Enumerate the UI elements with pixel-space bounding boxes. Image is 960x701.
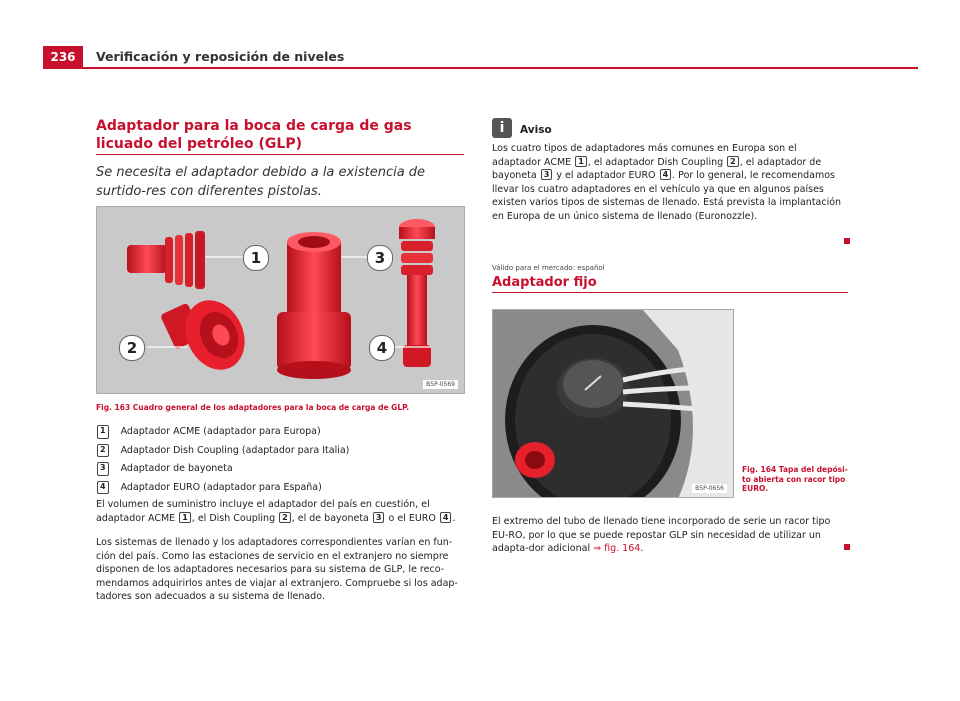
callout-2: 2 (119, 335, 145, 361)
ref-2: 2 (727, 156, 739, 167)
adapter-bayoneta (277, 232, 351, 379)
figure-link[interactable]: ⇒ fig. 164 (593, 543, 641, 554)
adapter-list (96, 425, 466, 499)
item-text: Adaptador ACME (adaptador para Europa) (120, 426, 321, 437)
paragraph-euro: El extremo del tubo de llenado tiene incorporado de serie un racor tipo EU-RO, por lo que se puede repostar GLP sin necesidad de utilizar un adapta-dor adicional ⇒ fig. 164. (492, 516, 831, 554)
list-item (96, 444, 466, 458)
ref-3: 3 (541, 169, 553, 180)
item-text: Adaptador EURO (adaptador para España) (120, 481, 322, 493)
figure-caption: Fig. 164 Tapa del depósi-to abierta con racor tipo EURO. (742, 465, 848, 493)
ref-4: 4 (660, 169, 672, 180)
list-item (96, 481, 466, 495)
ref-4: 4 (440, 512, 452, 523)
adapter-dish (160, 291, 256, 380)
section-intro: Se necesita el adaptador debido a la existencia de surtido-res con diferentes pistolas. (96, 165, 426, 199)
section-divider (96, 154, 464, 155)
list-item (96, 425, 466, 439)
paragraph-systems: Los sistemas de llenado y los adaptadores correspondientes varían en fun-ción del país. Como las estaciones de servicio en el extranjero no siempre disponen de los adaptadores necesarios para su sistema de GLP, le reco-mendamos adquirirlos antes de viajar al extranjero. Compruebe si los adap-tadores son adecuados a su sistema de llenado. (96, 537, 458, 602)
subsection-divider (492, 292, 848, 293)
callout-3: 3 (367, 245, 393, 271)
subsection-title: Adaptador fijo (492, 275, 597, 290)
chapter-title: Verificación y reposición de niveles (96, 49, 345, 64)
page-number: 236 (43, 46, 83, 68)
header-divider (43, 67, 918, 69)
notice-title: Aviso (520, 124, 552, 136)
item-number: 3 (97, 462, 109, 476)
paragraph-supply: El volumen de suministro incluye el adaptador del país en cuestión, el adaptador ACME 1 , el Dish Coupling 2 , el de bayoneta 3 o el EURO 4 . (96, 499, 456, 524)
adapter-acme (127, 231, 205, 289)
figure-caption: Fig. 163 Cuadro general de los adaptadores para la boca de carga de GLP. (96, 403, 410, 412)
item-number: 1 (97, 425, 109, 439)
section-title: Adaptador para la boca de carga de gas licuado del petróleo (GLP) (96, 118, 412, 152)
item-text: Adaptador Dish Coupling (adaptador para Italia) (120, 444, 350, 456)
figure-code: B5P-0656 (692, 484, 727, 493)
fuel-door-figure (492, 309, 734, 498)
notice-text: Los cuatro tipos de adaptadores más comunes en Europa son el adaptador ACME 1 , el adaptador Dish Coupling 2 , el adaptador de bayoneta 3 y el adaptador EURO 4 . Por lo general, le recomendamos llevar los cuatro adaptadores en el vehículo ya que en algunos países existen varios tipos de sistemas de llenado. Está prevista la implantación en Europa de un único sistema de llenado (Euronozzle). (492, 143, 842, 222)
market-note: Válido para el mercado: español (492, 264, 605, 272)
end-marker (844, 544, 850, 550)
fuel-door-illustration (493, 310, 734, 498)
end-marker (844, 238, 850, 244)
ref-1: 1 (575, 156, 587, 167)
info-icon: i (492, 118, 512, 138)
callout-1: 1 (243, 245, 269, 271)
ref-1: 1 (179, 512, 191, 523)
callout-4: 4 (369, 335, 395, 361)
ref-2: 2 (279, 512, 291, 523)
list-item (96, 462, 466, 476)
adapters-illustration (97, 207, 465, 394)
adapters-figure (96, 206, 465, 394)
figure-code: B5P-0569 (423, 380, 458, 389)
item-number: 4 (97, 481, 109, 495)
adapter-euro (399, 219, 435, 367)
item-text: Adaptador de bayoneta (120, 463, 233, 474)
ref-3: 3 (373, 512, 385, 523)
item-number: 2 (97, 444, 109, 458)
